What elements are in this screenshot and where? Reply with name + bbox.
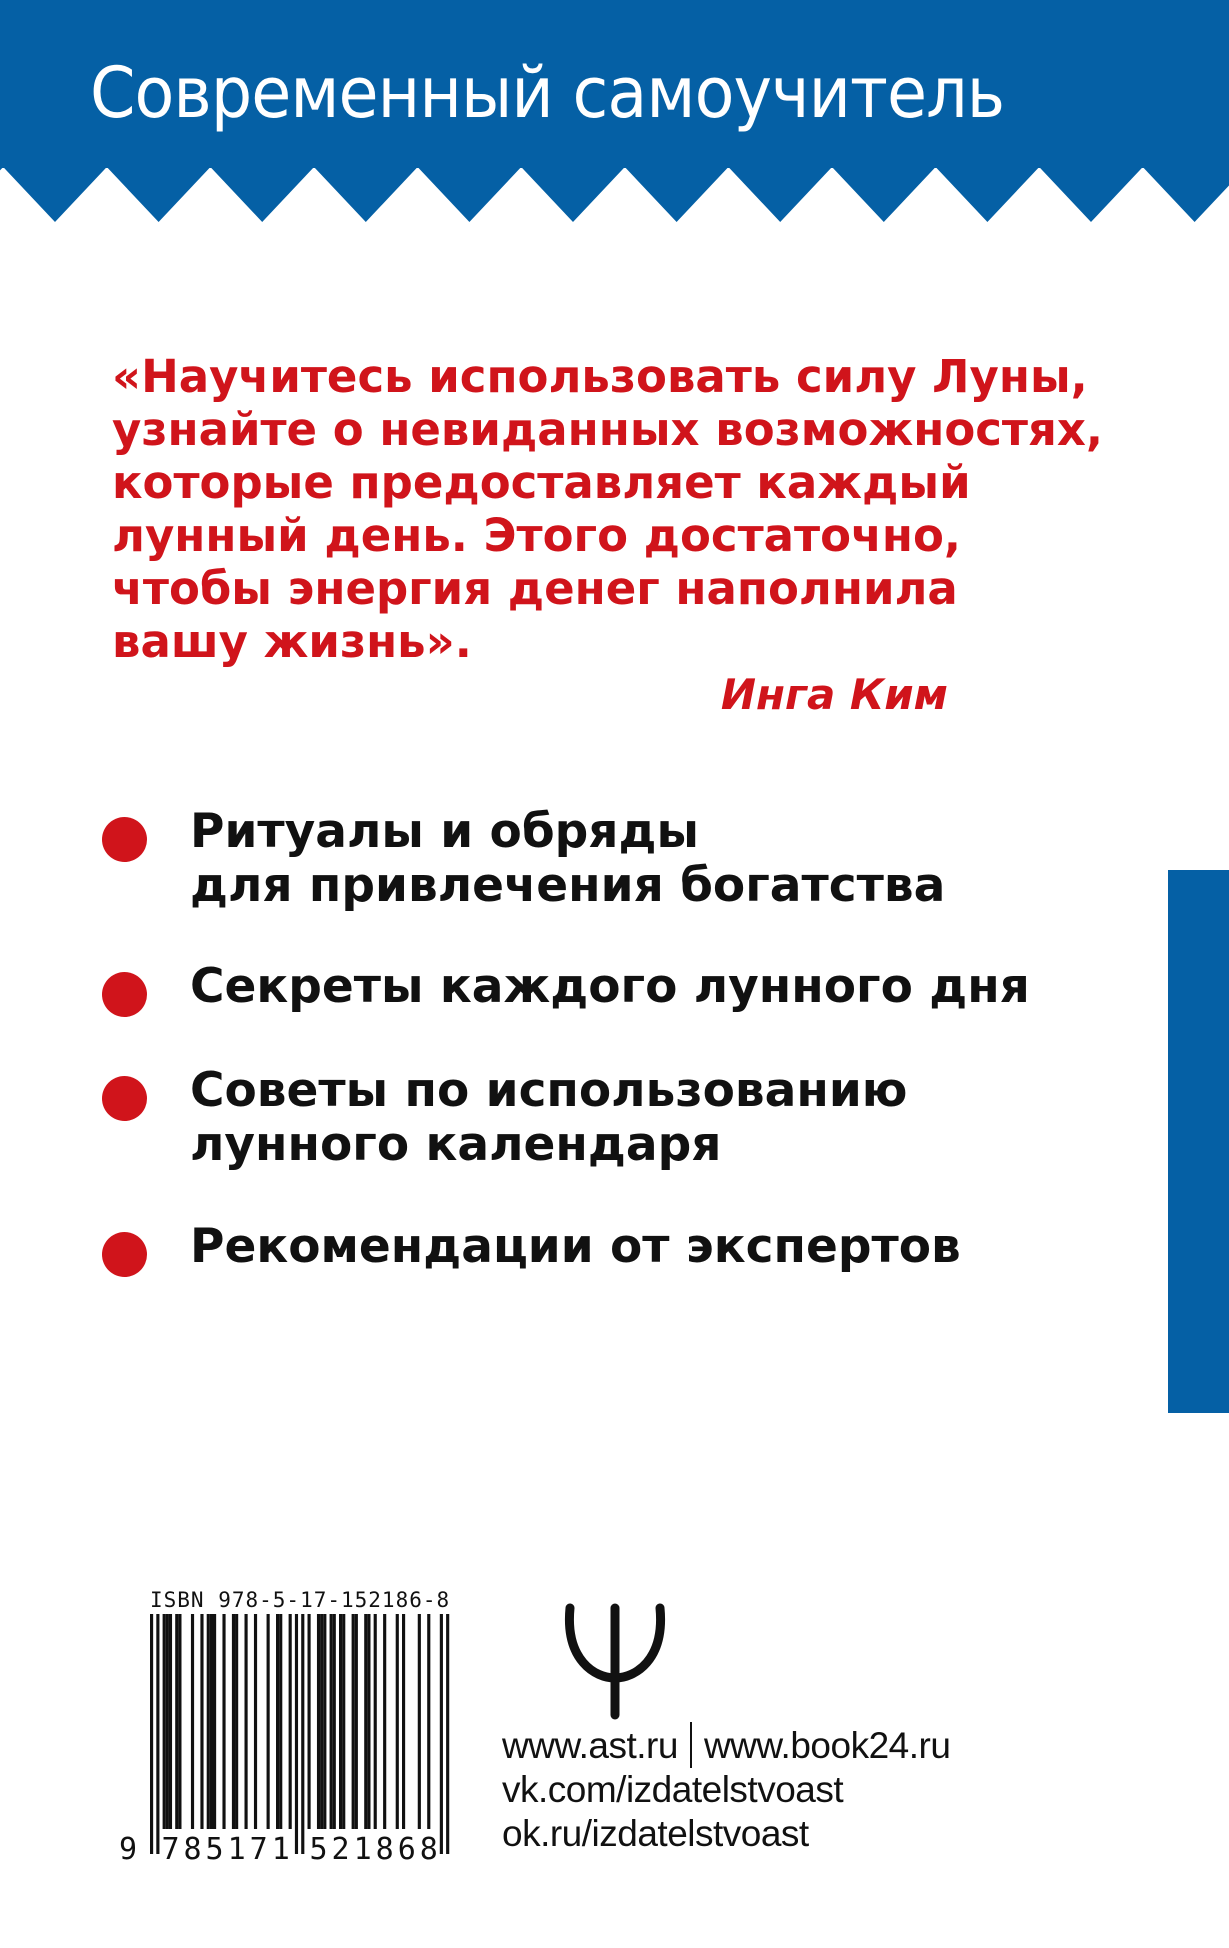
barcode-bar [317,1614,320,1829]
barcode-bar [156,1614,159,1854]
link-ast[interactable]: www.ast.ru [502,1725,678,1766]
barcode-digit: 6 [397,1832,416,1864]
bullet-text: Секреты каждого лунного дня [190,959,1030,1014]
link-ok[interactable]: ok.ru/izdatelstvoast [502,1813,809,1854]
isbn-label: ISBN 978-5-17-152186-8 [150,1588,451,1612]
barcode-bar [320,1614,323,1829]
barcode-digit: 8 [375,1832,394,1864]
zigzag-teeth [0,167,1229,222]
barcode-bar [163,1614,166,1829]
publisher-links [502,1722,950,1856]
bullet-dot-icon [102,1232,147,1277]
bullet-item [102,1064,907,1172]
barcode-digit: 1 [227,1832,246,1864]
barcode-digit: 1 [271,1832,290,1864]
barcode-bar [210,1614,213,1829]
barcode-bar [175,1614,178,1829]
barcode-bar [213,1614,216,1829]
barcode-digit: 9 [118,1832,138,1864]
barcode-bar [396,1614,399,1829]
series-header [0,0,1229,168]
barcode-bar [276,1614,279,1829]
divider [690,1722,692,1768]
barcode-digit: 5 [205,1832,224,1864]
bullet-text: для привлечения богатства [190,858,946,913]
series-title: Современный самоучитель [90,52,1005,134]
barcode-digit: 2 [331,1832,350,1864]
quote-line: «Научитесь использовать силу Луны, [112,350,1088,403]
barcode-bar [150,1614,153,1854]
bullet-dot-icon [102,972,147,1017]
barcode-bar [169,1614,172,1829]
barcode-digit: 8 [419,1832,438,1864]
barcode-bar [166,1614,169,1829]
barcode-bar [279,1614,282,1829]
barcode-digit: 1 [353,1832,372,1864]
barcode-bar [191,1614,194,1829]
bullet-dot-icon [102,817,147,862]
barcode-bar [355,1614,358,1829]
bullet-dot-icon [102,1076,147,1121]
barcode-bar [323,1614,326,1829]
barcode-bar [207,1614,210,1829]
barcode-bar [308,1614,311,1829]
barcode-bar [440,1614,443,1854]
quote-line: вашу жизнь». [112,615,472,668]
barcode-bar [383,1614,386,1829]
quote-line: которые предоставляет каждый [112,456,971,509]
barcode-bar [402,1614,405,1829]
link-vk[interactable]: vk.com/izdatelstvoast [502,1769,844,1810]
barcode-bar [342,1614,345,1829]
bullet-text: Ритуалы и обряды [190,804,699,859]
bullet-item [102,805,945,913]
barcode-digit: 5 [309,1832,328,1864]
barcode-bar [446,1614,449,1854]
barcode-bar [418,1614,421,1829]
barcode-bar [178,1614,181,1829]
barcode-bar [222,1614,225,1829]
barcode-bar [267,1614,270,1829]
side-color-bar [1168,870,1229,1413]
barcode-bar [364,1614,367,1829]
quote-block [112,350,1132,668]
barcode-bar [427,1614,430,1829]
link-book24[interactable]: www.book24.ru [703,1725,951,1766]
quote-line: узнайте о невиданных возможностях, [112,403,1104,456]
quote-line: чтобы энергия денег наполнила [112,562,958,615]
quote-author: Инга Ким [720,670,948,719]
barcode-bar [295,1614,298,1854]
barcode-bar [330,1614,333,1829]
quote-line: лунный день. Этого достаточно, [112,509,962,562]
zigzag-border [0,167,1229,223]
barcode-bar [289,1614,292,1829]
bullet-item [102,1220,961,1277]
barcode-bar [232,1614,235,1829]
bullet-text: лунного календаря [190,1117,722,1172]
bullet-text: Рекомендации от экспертов [190,1219,961,1274]
barcode-digit: 8 [183,1832,202,1864]
bullet-item [102,960,1030,1017]
barcode [118,1614,458,1864]
barcode-bar [374,1614,377,1829]
barcode-bar [200,1614,203,1829]
barcode-bar [254,1614,257,1829]
barcode-bar [333,1614,336,1829]
barcode-digit: 7 [161,1832,180,1864]
barcode-bar [245,1614,248,1829]
bullet-text: Советы по использованию [190,1063,908,1118]
barcode-bar [235,1614,238,1829]
barcode-bar [301,1614,304,1854]
publisher-logo-psi-icon [555,1600,675,1720]
barcode-digit: 7 [249,1832,268,1864]
barcode-bar [339,1614,342,1829]
barcode-bar [352,1614,355,1829]
barcode-bar [367,1614,370,1829]
